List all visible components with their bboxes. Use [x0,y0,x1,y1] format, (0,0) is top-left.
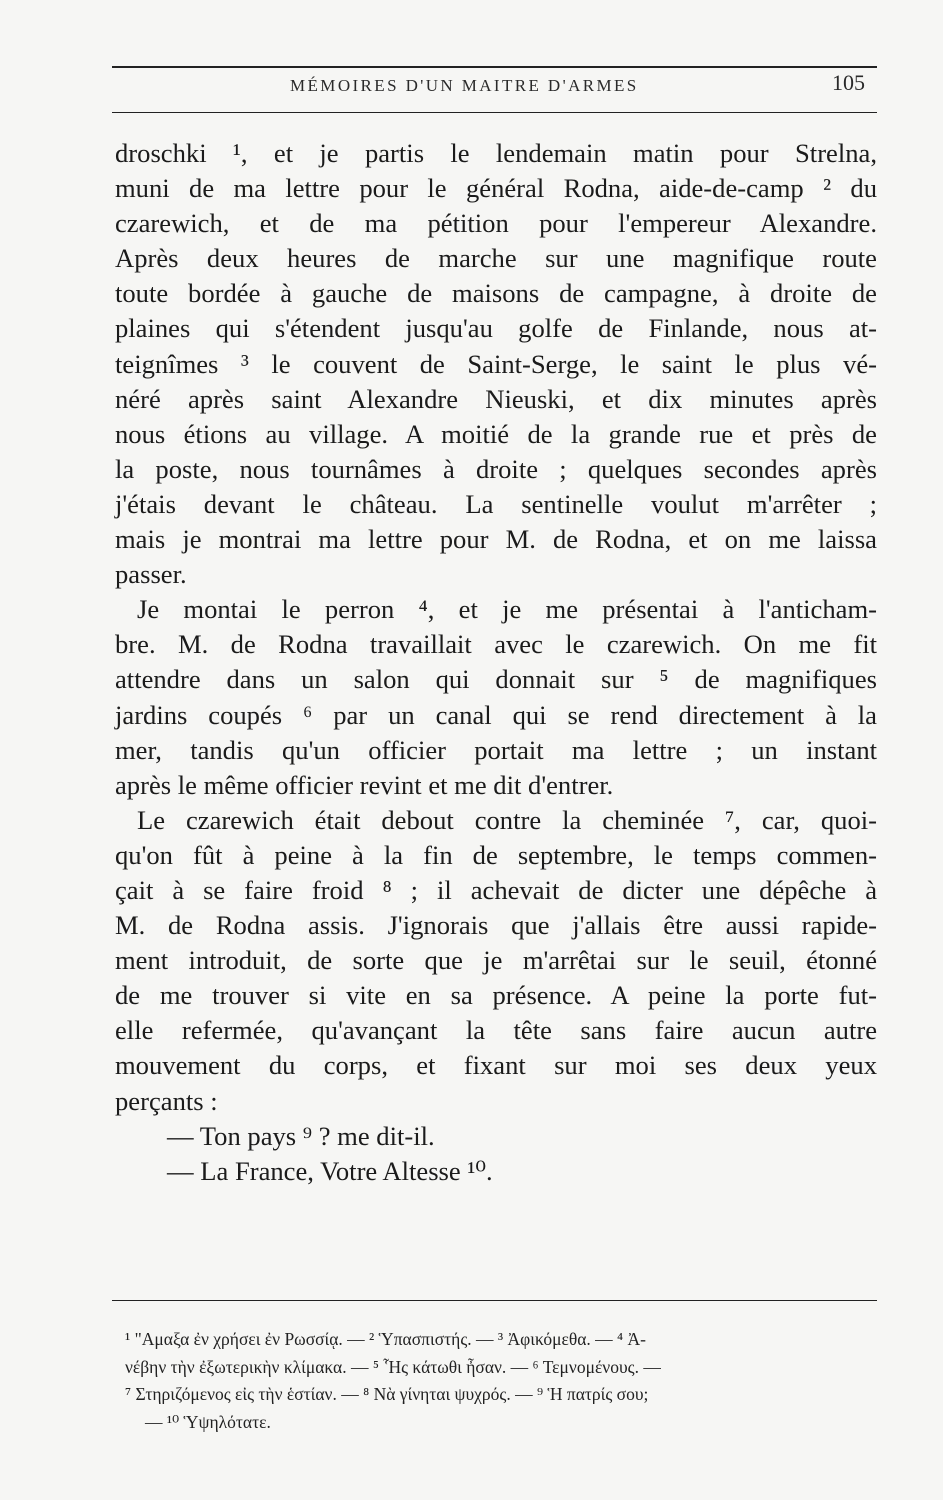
page-number: 105 [832,70,865,95]
footnotes [125,1326,877,1436]
text-line: — La France, Votre Altesse ¹⁰. [167,1155,493,1186]
text-line: teignîmes ³ le couvent de Saint-Serge, le saint le plus vé- [115,348,877,379]
text-line: qu'on fût à peine à la fin de septembre, le temps commen- [115,839,877,870]
header-top-rule [112,66,877,68]
text-line: çait à se faire froid ⁸ ; il achevait de dicter une dépêche à [115,874,877,905]
text-line: elle refermée, qu'avançant la tête sans faire aucun autre [115,1015,877,1046]
text-line: Après deux heures de marche sur une magnifique route [115,243,877,274]
text-line: mouvement du corps, et fixant sur moi ses deux yeux [115,1050,877,1081]
text-line: plaines qui s'étendent jusqu'au golfe de Finlande, nous at- [115,313,877,344]
text-line: de me trouver si vite en sa présence. A peine la porte fut- [115,980,877,1011]
text-line: — Ton pays ⁹ ? me dit-il. [167,1120,435,1151]
text-line: néré après saint Alexandre Nieuski, et dix minutes après [115,383,877,414]
page-header [112,70,877,106]
footnote-line: ¹ "Αμαξα ἐν χρήσει ἐν Ρωσσίᾳ. — ² Ὑπασπιστής. — ³ Ἀφικόμεθα. — ⁴ Ἀ- [125,1329,646,1349]
text-line: perçants : [115,1085,218,1116]
text-line: ment introduit, de sorte que je m'arrêtai sur le seuil, étonné [115,945,877,976]
text-line: nous étions au village. A moitié de la grande rue et près de [115,418,877,449]
text-line: la poste, nous tournâmes à droite ; quelques secondes après [115,453,877,484]
text-line: M. de Rodna assis. J'ignorais que j'allais être aussi rapide- [115,910,877,941]
footnote-line: νέβην τὴν ἐξωτερικὴν κλίμακα. — ⁵ Ἧς κάτωθι ἦσαν. — ⁶ Τεμνομένους. — [125,1356,661,1377]
footnote-line: — ¹⁰ Ὑψηλότατε. [145,1411,271,1432]
text-line: jardins coupés ⁶ par un canal qui se rend directement à la [115,699,877,730]
text-line: czarewich, et de ma pétition pour l'empereur Alexandre. [115,208,877,239]
text-line: passer. [115,559,187,590]
text-line: bre. M. de Rodna travaillait avec le czarewich. On me fit [115,629,877,660]
footnote-rule [112,1300,877,1301]
text-line: mer, tandis qu'un officier portait ma lettre ; un instant [115,734,877,765]
running-title: MÉMOIRES D'UN MAITRE D'ARMES [290,76,639,95]
text-line: droschki ¹, et je partis le lendemain matin pour Strelna, [115,138,877,168]
header-bottom-rule [112,112,877,113]
text-line: mais je montrai ma lettre pour M. de Rodna, et on me laissa [115,524,877,555]
text-line: muni de ma lettre pour le général Rodna, aide-de-camp ² du [115,173,877,204]
body-text [115,136,877,1189]
footnote-line: ⁷ Στηριζόμενος εἰς τὴν ἑστίαν. — ⁸ Νὰ γίνηται ψυχρός. — ⁹ Ἡ πατρίς σου; [125,1384,649,1404]
text-line: attendre dans un salon qui donnait sur ⁵ de magnifiques [115,664,877,695]
text-line: toute bordée à gauche de maisons de campagne, à droite de [115,278,877,309]
text-line: Je montai le perron ⁴, et je me présentai à l'anticham- [137,594,877,625]
text-line: après le même officier revint et me dit d'entrer. [115,769,614,800]
text-line: Le czarewich était debout contre la cheminée ⁷, car, quoi- [137,804,877,835]
text-line: j'étais devant le château. La sentinelle voulut m'arrêter ; [115,488,877,519]
